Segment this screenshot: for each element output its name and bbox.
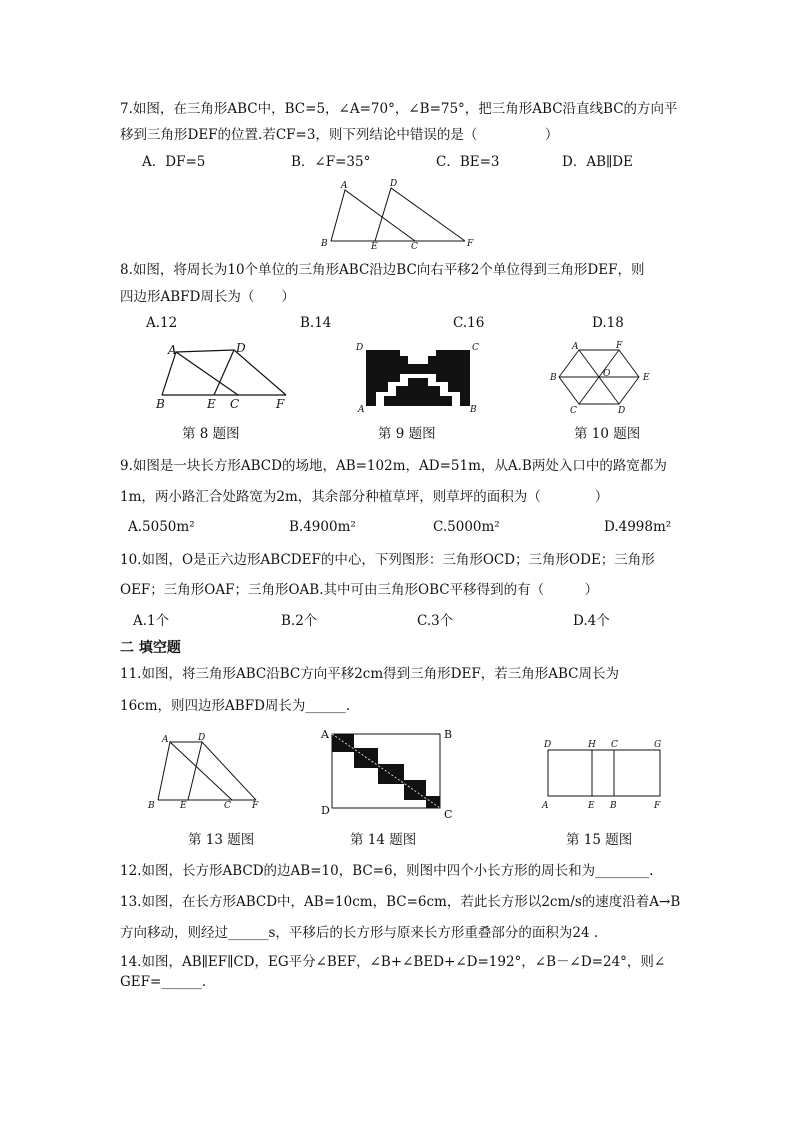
fig15-label-b: B <box>610 801 617 811</box>
fig10-label-d: D <box>618 406 626 416</box>
fig8-caption: 第 8 题图 <box>182 426 240 442</box>
section-fill-in-title: 二 填空题 <box>120 640 181 656</box>
q9-option-d: D.4998m² <box>604 519 672 535</box>
fig8-label-a: A <box>168 343 177 357</box>
q9-line1: 9.如图是一块长方形ABCD的场地，AB=102m，AD=51m，从A.B两处入口中的路宽都为 <box>120 458 667 474</box>
q7-option-c: C．BE=3 <box>436 154 500 170</box>
q7-label-c: C <box>411 242 418 252</box>
fig15-label-e: E <box>588 801 595 811</box>
q7-label-e: E <box>371 242 378 252</box>
fig13-label-d: D <box>198 733 206 743</box>
q13-line2: 方向移动，则经过______s，平移后的长方形与原来长方形重叠部分的面积为24 . <box>120 925 599 941</box>
q9-line2: 1m，两小路汇合处路宽为2m，其余部分种植草坪，则草坪的面积为（ ） <box>120 489 609 505</box>
q13-line1: 13.如图，在长方形ABCD中，AB=10cm，BC=6cm，若此长方形以2cm/s的速度沿着A→B <box>120 894 681 910</box>
q7-line2: 移到三角形DEF的位置.若CF=3，则下列结论中错误的是（ ） <box>120 127 559 143</box>
fig13 <box>142 732 272 812</box>
fig10-label-o: O <box>603 369 611 379</box>
fig15-label-f: F <box>654 801 661 811</box>
fig8-label-f: F <box>276 397 285 411</box>
q10-line2: OEF；三角形OAF；三角形OAB.其中可由三角形OBC平移得到的有（ ） <box>120 582 599 598</box>
q14-line2: GEF=______. <box>120 974 207 990</box>
q7-option-d: D．AB∥DE <box>562 154 633 170</box>
fig9-label-d: D <box>356 343 364 353</box>
q7-figure <box>315 178 480 250</box>
fig13-caption: 第 13 题图 <box>188 832 255 848</box>
fig15-label-h: H <box>588 740 596 750</box>
fig10-label-f: F <box>616 341 623 351</box>
q8-option-a: A.12 <box>146 315 178 331</box>
q10-option-a: A.1个 <box>133 613 170 629</box>
fig14 <box>318 726 458 821</box>
fig13-label-a: A <box>162 735 169 745</box>
q7-label-d: D <box>390 179 398 189</box>
q8-option-c: C.16 <box>453 315 485 331</box>
q7-option-a: A．DF=5 <box>142 154 206 170</box>
fig8-label-b: B <box>156 397 165 411</box>
fig14-label-c: C <box>444 808 453 821</box>
fig9 <box>356 340 481 415</box>
q11-line2: 16cm，则四边形ABFD周长为______. <box>120 698 351 714</box>
fig8 <box>152 340 292 410</box>
fig8-label-e: E <box>207 397 216 411</box>
q10-option-c: C.3个 <box>417 613 454 629</box>
fig14-label-a: A <box>321 728 329 741</box>
fig15 <box>538 736 668 814</box>
q9-option-c: C.5000m² <box>433 519 500 535</box>
fig10-caption: 第 10 题图 <box>574 426 641 442</box>
fig10-label-a: A <box>572 342 579 352</box>
fig14-caption: 第 14 题图 <box>350 832 417 848</box>
fig9-label-c: C <box>472 343 479 353</box>
q10-option-b: B.2个 <box>281 613 318 629</box>
q10-line1: 10.如图，O是正六边形ABCDEF的中心，下列图形：三角形OCD；三角形ODE；三角形 <box>120 552 655 568</box>
fig14-label-d: D <box>321 804 330 817</box>
fig13-label-f: F <box>252 801 259 811</box>
q8-line2: 四边形ABFD周长为（ ） <box>120 289 295 305</box>
fig15-label-a: A <box>542 801 549 811</box>
q11-line1: 11.如图，将三角形ABC沿BC方向平移2cm得到三角形DEF，若三角形ABC周长为 <box>120 666 619 682</box>
fig15-label-d: D <box>544 740 552 750</box>
fig10-label-e: E <box>643 373 650 383</box>
fig14-label-b: B <box>444 728 453 741</box>
q8-line1: 8.如图，将周长为10个单位的三角形ABC沿边BC向右平移2个单位得到三角形DEF，则 <box>120 262 645 278</box>
fig9-label-b: B <box>470 405 477 415</box>
q10-option-d: D.4个 <box>573 613 610 629</box>
fig13-label-c: C <box>224 801 231 811</box>
fig15-caption: 第 15 题图 <box>566 832 633 848</box>
fig10-label-b: B <box>550 373 557 383</box>
fig9-label-a: A <box>358 405 365 415</box>
fig10-label-c: C <box>570 406 577 416</box>
fig9-caption: 第 9 题图 <box>378 426 436 442</box>
fig13-label-e: E <box>180 801 187 811</box>
q14-line1: 14.如图，AB∥EF∥CD，EG平分∠BEF，∠B+∠BED+∠D=192°，∠B－∠D=24°，则∠ <box>120 954 666 970</box>
fig8-label-c: C <box>230 397 240 411</box>
q7-label-f: F <box>467 239 474 249</box>
q7-line1: 7.如图，在三角形ABC中，BC=5，∠A=70°，∠B=75°，把三角形ABC沿直线BC的方向平 <box>120 101 678 117</box>
q9-option-b: B.4900m² <box>289 519 356 535</box>
fig13-label-b: B <box>148 801 155 811</box>
fig15-label-g: G <box>654 740 662 750</box>
q8-option-d: D.18 <box>592 315 624 331</box>
q7-label-a: A <box>341 181 348 191</box>
q7-label-b: B <box>321 239 328 249</box>
q12-line1: 12.如图，长方形ABCD的边AB=10，BC=6，则图中四个小长方形的周长和为________. <box>120 863 654 879</box>
fig15-label-c: C <box>611 740 618 750</box>
q7-option-b: B．∠F=35° <box>291 154 371 170</box>
fig8-label-d: D <box>236 341 246 355</box>
q9-option-a: A.5050m² <box>128 519 195 535</box>
fig10 <box>550 340 656 416</box>
q8-option-b: B.14 <box>300 315 332 331</box>
